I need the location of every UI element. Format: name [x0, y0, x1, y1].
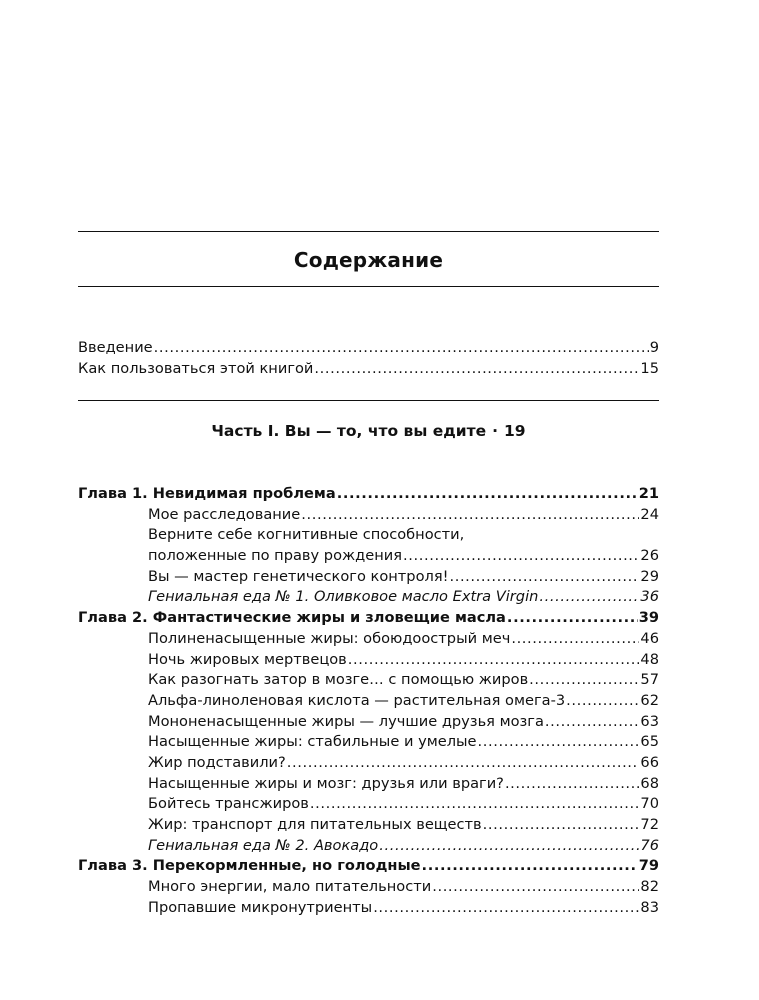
front-matter-list	[78, 338, 659, 379]
dot-leader	[507, 608, 638, 629]
part-heading[interactable]	[78, 422, 659, 440]
toc-entry-page: 29	[640, 567, 659, 585]
chapter-list	[78, 484, 659, 918]
toc-entry-how-to-use[interactable]	[78, 359, 659, 380]
toc-entry-page: 15	[640, 359, 659, 377]
toc-entry-text: Вы — мастер генетического контроля!	[148, 567, 449, 585]
toc-entry-text: Глава 3. Перекормленные, но голодные	[78, 857, 421, 875]
toc-entry-text: Полиненасыщенные жиры: обоюдоострый меч	[148, 629, 511, 647]
toc-entry-page: 46	[640, 629, 659, 647]
dot-leader	[403, 546, 639, 567]
dot-leader	[287, 753, 640, 774]
toc-entry-page: 79	[638, 857, 659, 875]
toc-entry-introduction[interactable]	[78, 338, 659, 359]
part-label: Часть I. Вы — то, что вы едите	[211, 422, 487, 440]
toc-entry-text: Пропавшие микронутриенты	[148, 898, 373, 916]
toc-entry-page: 72	[640, 816, 659, 833]
section-entry[interactable]	[78, 567, 659, 588]
toc-entry-page: 82	[640, 878, 659, 896]
section-entry[interactable]	[78, 670, 659, 691]
toc-entry-text: Насыщенные жиры и мозг: друзья или враги?	[148, 774, 504, 792]
dot-leader	[422, 856, 638, 877]
genius-food-entry[interactable]	[78, 587, 659, 608]
part-page: 19	[504, 422, 526, 440]
toc-entry-page: 83	[640, 898, 659, 916]
dot-leader	[539, 587, 639, 608]
toc-entry-text: положенные по праву рождения	[148, 547, 403, 565]
toc-entry-text: Глава 1. Невидимая проблема	[78, 485, 336, 502]
section-entry[interactable]	[78, 712, 659, 733]
dot-leader	[478, 732, 640, 753]
title-rule	[78, 286, 659, 287]
toc-entry-page: 21	[638, 485, 659, 502]
dot-leader	[566, 691, 639, 712]
toc-entry-page: 36	[640, 588, 659, 606]
chapter-entry[interactable]	[78, 608, 659, 629]
toc-entry-page: 76	[640, 836, 659, 854]
dot-leader	[379, 836, 639, 857]
dot-leader	[301, 505, 639, 526]
toc-entry-page: 48	[640, 650, 659, 668]
toc-entry-text: Жир: транспорт для питательных веществ	[148, 816, 482, 833]
section-entry[interactable]	[78, 691, 659, 712]
genius-food-entry[interactable]	[78, 836, 659, 857]
section-entry[interactable]	[78, 732, 659, 753]
section-entry[interactable]	[78, 774, 659, 795]
toc-entry-page: 70	[640, 795, 659, 813]
section-entry-line[interactable]	[78, 525, 659, 546]
dot-leader	[529, 670, 639, 691]
toc-entry-page: 24	[640, 505, 659, 523]
toc-entry-text: Глава 2. Фантастические жиры и зловещие масла	[78, 609, 506, 627]
dot-leader	[310, 794, 640, 815]
toc-entry-text: Ночь жировых мертвецов	[148, 650, 347, 668]
part-rule	[78, 400, 659, 401]
toc-entry-page: 26	[640, 547, 659, 565]
toc-entry-text: Введение	[78, 339, 153, 356]
toc-entry-text: Жир подставили?	[148, 753, 286, 771]
chapter-entry[interactable]	[78, 484, 659, 505]
dot-leader	[511, 629, 639, 650]
toc-entry-page: 65	[640, 733, 659, 751]
toc-entry-page: 68	[640, 774, 659, 792]
dot-leader	[505, 774, 639, 795]
toc-entry-page: 39	[638, 609, 659, 627]
section-entry[interactable]	[78, 505, 659, 526]
section-entry[interactable]	[78, 650, 659, 671]
section-entry[interactable]	[78, 794, 659, 815]
toc-entry-page: 62	[640, 691, 659, 709]
toc-entry-text: Гениальная еда № 2. Авокадо	[148, 836, 379, 854]
toc-entry-text: Альфа-линоленовая кислота — растительная омега-3	[148, 691, 566, 709]
dot-leader	[314, 359, 639, 380]
section-entry[interactable]	[78, 898, 659, 919]
toc-page	[78, 0, 659, 1000]
toc-entry-text: Бойтесь трансжиров	[148, 795, 309, 813]
toc-entry-text: Верните себе когнитивные способности,	[148, 526, 465, 544]
toc-entry-text: Насыщенные жиры: стабильные и умелые	[148, 733, 477, 751]
toc-entry-text: Много энергии, мало питательности	[148, 878, 432, 896]
toc-entry-page: 9	[649, 339, 659, 356]
section-entry[interactable]	[78, 815, 659, 836]
part-separator: ·	[492, 422, 499, 440]
dot-leader	[449, 567, 639, 588]
toc-entry-text: Гениальная еда № 1. Оливковое масло Extra Virgin	[148, 588, 539, 606]
dot-leader	[483, 815, 640, 836]
toc-entry-text: Мононенасыщенные жиры — лучшие друзья мозга	[148, 712, 544, 730]
dot-leader	[348, 650, 640, 671]
toc-entry-text: Как пользоваться этой книгой	[78, 359, 314, 377]
toc-entry-page: 63	[640, 712, 659, 730]
toc-entry-page: 66	[640, 753, 659, 771]
page-title: Содержание	[293, 248, 444, 272]
toc-entry-text: Мое расследование	[148, 505, 301, 523]
dot-leader	[373, 898, 639, 919]
dot-leader	[154, 338, 649, 359]
toc-entry-text: Как разогнать затор в мозге… с помощью жиров	[148, 671, 529, 689]
section-entry[interactable]	[78, 546, 659, 567]
section-entry[interactable]	[78, 877, 659, 898]
section-entry[interactable]	[78, 753, 659, 774]
dot-leader	[432, 877, 639, 898]
chapter-entry[interactable]	[78, 856, 659, 877]
dot-leader	[337, 484, 638, 505]
section-entry[interactable]	[78, 629, 659, 650]
dot-leader	[545, 712, 640, 733]
top-rule	[78, 231, 659, 232]
toc-entry-page: 57	[640, 671, 659, 689]
